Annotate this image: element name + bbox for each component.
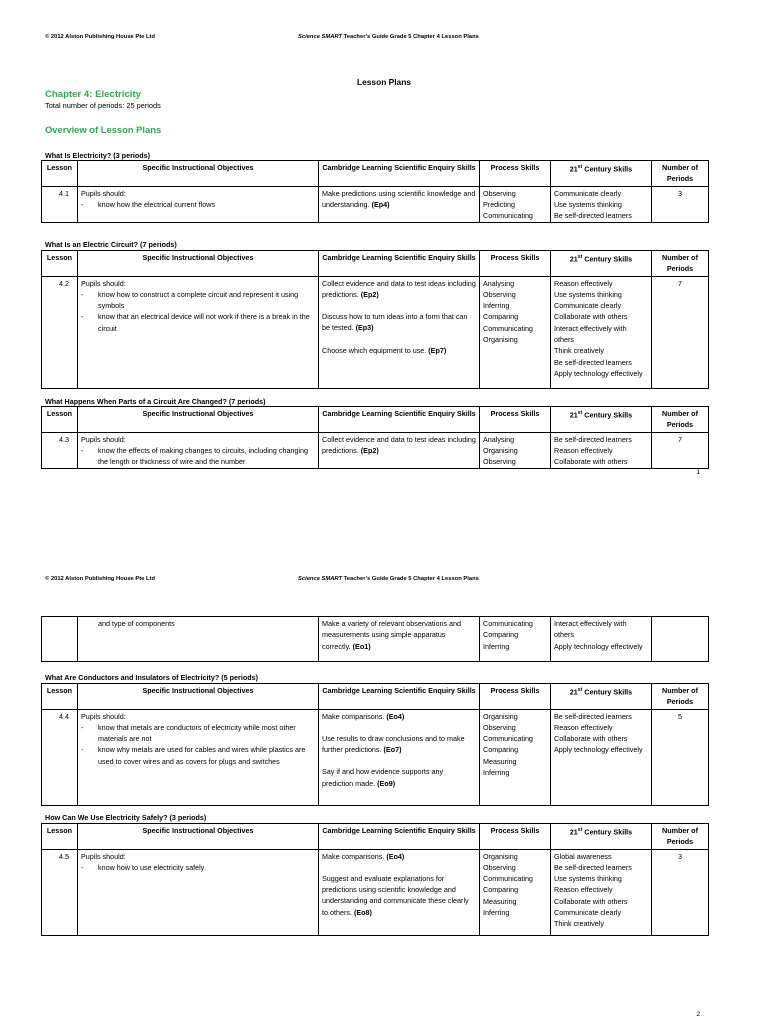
col-header-process: Process Skills bbox=[480, 684, 551, 710]
lesson-table bbox=[41, 406, 709, 469]
century-skill: Use systems thinking bbox=[554, 199, 622, 209]
objectives-lead: Pupils should: bbox=[81, 434, 126, 444]
objective-item: - know the effects of making changes to circuits, including changing the length or thickness of wire and the number bbox=[81, 445, 315, 468]
process-skill: Analysing bbox=[483, 278, 515, 288]
century-skill: Be self-directed learners bbox=[554, 434, 632, 444]
table-row bbox=[42, 849, 709, 935]
guide-header bbox=[298, 575, 479, 584]
col-header-cambridge: Cambridge Learning Scientific Enquiry Skills bbox=[319, 251, 480, 277]
century-skill: Global awareness bbox=[554, 851, 612, 861]
periods-count: 7 bbox=[652, 432, 709, 469]
objective-item: - know why metals are used for cables and wires while plastics are used to cover wires and as covers for plugs and switches bbox=[81, 744, 315, 767]
cambridge-item: Make comparisons. (Eo4) bbox=[322, 851, 405, 861]
century-skill: Think creatively bbox=[554, 919, 604, 929]
guide-header-rest: Teacher’s Guide Grade 5 Chapter 4 Lesson Plans bbox=[342, 34, 479, 40]
col-header-periods: Number of Periods bbox=[652, 161, 709, 187]
century-skill: Reason effectively bbox=[554, 885, 613, 895]
process-cell bbox=[480, 276, 551, 388]
cambridge-cell bbox=[319, 617, 480, 662]
objective-item: - know how to use electricity safely bbox=[81, 862, 315, 873]
century-cell bbox=[551, 617, 652, 662]
section-title: What Happens When Parts of a Circuit Are Changed? (7 periods) bbox=[45, 397, 266, 406]
process-cell bbox=[480, 709, 551, 805]
process-skill: Organising bbox=[483, 851, 518, 861]
century-skill: Collaborate with others bbox=[554, 896, 628, 906]
cambridge-item: Discuss how to turn ideas into a form that can be tested. (Ep3) bbox=[322, 312, 468, 333]
col-header-century: 21st Century Skills bbox=[551, 824, 652, 850]
lesson-number: 4.2 bbox=[42, 276, 78, 388]
doc-title: Lesson Plans bbox=[357, 77, 411, 87]
lesson-table-continued bbox=[41, 616, 709, 662]
objectives-cell bbox=[78, 709, 319, 805]
lesson-number: 4.4 bbox=[42, 709, 78, 805]
process-skill: Organising bbox=[483, 445, 518, 455]
objectives-lead: Pupils should: bbox=[81, 711, 126, 721]
cambridge-item: Make comparisons. (Eo4) bbox=[322, 711, 405, 721]
process-skill: Observing bbox=[483, 722, 516, 732]
objective-item: - know that an electrical device will not work if there is a break in the circuit bbox=[81, 311, 315, 334]
century-skill: Apply technology effectively bbox=[554, 641, 643, 651]
col-header-process: Process Skills bbox=[480, 251, 551, 277]
lesson-number bbox=[42, 617, 78, 662]
process-cell bbox=[480, 849, 551, 935]
process-skill: Observing bbox=[483, 188, 516, 198]
cambridge-item: Choose which equipment to use. (Ep7) bbox=[322, 345, 447, 355]
century-skill: Use systems thinking bbox=[554, 874, 622, 884]
document-page-2 bbox=[0, 512, 768, 1024]
century-skill: Interact effectively with others bbox=[554, 323, 627, 345]
table-header-row bbox=[42, 161, 709, 187]
cambridge-item: Collect evidence and data to test ideas including predictions. (Ep2) bbox=[322, 434, 476, 455]
process-cell bbox=[480, 432, 551, 469]
col-header-objectives: Specific Instructional Objectives bbox=[78, 161, 319, 187]
process-cell bbox=[480, 617, 551, 662]
cambridge-item: Make a variety of relevant observations and measurements using simple apparatus correctly. (Eo1) bbox=[322, 619, 462, 651]
century-skill: Collaborate with others bbox=[554, 312, 628, 322]
century-skill: Interact effectively with others bbox=[554, 619, 627, 640]
century-skill: Think creatively bbox=[554, 346, 604, 356]
process-skill: Comparing bbox=[483, 885, 519, 895]
century-skill: Collaborate with others bbox=[554, 734, 628, 744]
century-skill: Communicate clearly bbox=[554, 908, 622, 918]
objective-item: - know how the electrical current flows bbox=[81, 199, 315, 210]
col-header-objectives: Specific Instructional Objectives bbox=[78, 407, 319, 433]
process-skill: Inferring bbox=[483, 908, 510, 918]
periods-count: 5 bbox=[652, 709, 709, 805]
guide-header-rest: Teacher’s Guide Grade 5 Chapter 4 Lesson Plans bbox=[342, 576, 479, 582]
total-periods: Total number of periods: 25 periods bbox=[45, 101, 161, 110]
objective-item: - know how to construct a complete circuit and represent it using symbols bbox=[81, 289, 315, 312]
century-cell bbox=[551, 276, 652, 388]
col-header-periods: Number of Periods bbox=[652, 684, 709, 710]
overview-title: Overview of Lesson Plans bbox=[45, 124, 162, 135]
process-skill: Analysing bbox=[483, 434, 515, 444]
process-skill: Communicating bbox=[483, 211, 533, 221]
publisher-header: © 2012 Alston Publishing House Pte Ltd bbox=[45, 576, 156, 582]
process-skill: Observing bbox=[483, 457, 516, 467]
page-number: 1 bbox=[696, 469, 700, 476]
objectives-cell bbox=[78, 186, 319, 223]
col-header-cambridge: Cambridge Learning Scientific Enquiry Skills bbox=[319, 684, 480, 710]
century-skill: Be self-directed learners bbox=[554, 211, 632, 221]
col-header-objectives: Specific Instructional Objectives bbox=[78, 251, 319, 277]
periods-count: 7 bbox=[652, 276, 709, 388]
table-row bbox=[42, 709, 709, 805]
cambridge-cell bbox=[319, 276, 480, 388]
century-cell bbox=[551, 186, 652, 223]
process-skill: Observing bbox=[483, 862, 516, 872]
col-header-cambridge: Cambridge Learning Scientific Enquiry Skills bbox=[319, 161, 480, 187]
table-row bbox=[42, 186, 709, 223]
process-skill: Measuring bbox=[483, 896, 517, 906]
objectives-cell bbox=[78, 617, 319, 662]
col-header-century: 21st Century Skills bbox=[551, 251, 652, 277]
process-skill: Communicating bbox=[483, 323, 533, 333]
cambridge-item: Suggest and evaluate explanations for predictions using scientific knowledge and understanding and communicate these clearly to others. (Eo8) bbox=[322, 873, 469, 917]
lesson-number: 4.5 bbox=[42, 849, 78, 935]
periods-count: 3 bbox=[652, 849, 709, 935]
chapter-title: Chapter 4: Electricity bbox=[45, 89, 141, 100]
lesson-table bbox=[41, 823, 709, 936]
process-skill: Inferring bbox=[483, 641, 510, 651]
process-skill: Comparing bbox=[483, 630, 519, 640]
lesson-number: 4.1 bbox=[42, 186, 78, 223]
process-skill: Organising bbox=[483, 711, 518, 721]
century-cell bbox=[551, 849, 652, 935]
col-header-century: 21st Century Skills bbox=[551, 161, 652, 187]
table-header-row bbox=[42, 824, 709, 850]
process-skill: Communicating bbox=[483, 734, 533, 744]
col-header-periods: Number of Periods bbox=[652, 407, 709, 433]
century-skill: Communicate clearly bbox=[554, 301, 622, 311]
guide-header-italic: Science SMART bbox=[298, 34, 343, 40]
cambridge-item: Say if and how evidence supports any prediction made. (Eo9) bbox=[322, 767, 444, 788]
process-skill: Inferring bbox=[483, 768, 510, 778]
objectives-lead: Pupils should: bbox=[81, 188, 126, 198]
objectives-lead: Pupils should: bbox=[81, 278, 126, 288]
process-skill: Inferring bbox=[483, 301, 510, 311]
process-skill: Measuring bbox=[483, 756, 517, 766]
century-cell bbox=[551, 432, 652, 469]
col-header-periods: Number of Periods bbox=[652, 824, 709, 850]
col-header-lesson: Lesson bbox=[42, 161, 78, 187]
century-skill: Reason effectively bbox=[554, 278, 613, 288]
col-header-objectives: Specific Instructional Objectives bbox=[78, 824, 319, 850]
cambridge-cell bbox=[319, 709, 480, 805]
col-header-cambridge: Cambridge Learning Scientific Enquiry Skills bbox=[319, 407, 480, 433]
objectives-cell bbox=[78, 276, 319, 388]
table-row bbox=[42, 276, 709, 388]
col-header-objectives: Specific Instructional Objectives bbox=[78, 684, 319, 710]
process-skill: Communicating bbox=[483, 874, 533, 884]
guide-header bbox=[298, 33, 479, 42]
century-skill: Reason effectively bbox=[554, 722, 613, 732]
process-cell bbox=[480, 186, 551, 223]
col-header-lesson: Lesson bbox=[42, 824, 78, 850]
section-title: How Can We Use Electricity Safely? (3 periods) bbox=[45, 813, 207, 822]
century-skill: Apply technology effectively bbox=[554, 745, 643, 755]
table-row bbox=[42, 617, 709, 662]
section-title: What Is Electricity? (3 periods) bbox=[45, 151, 151, 160]
publisher-header: © 2012 Alston Publishing House Pte Ltd bbox=[45, 34, 156, 40]
century-skill: Communicate clearly bbox=[554, 188, 622, 198]
col-header-process: Process Skills bbox=[480, 824, 551, 850]
century-skill: Be self-directed learners bbox=[554, 711, 632, 721]
table-row bbox=[42, 432, 709, 469]
col-header-periods: Number of Periods bbox=[652, 251, 709, 277]
objective-item-continued: and type of components bbox=[98, 619, 175, 628]
century-skill: Collaborate with others bbox=[554, 457, 628, 467]
table-header-row bbox=[42, 251, 709, 277]
cambridge-cell bbox=[319, 432, 480, 469]
process-skill: Predicting bbox=[483, 199, 515, 209]
cambridge-cell bbox=[319, 186, 480, 223]
century-skill: Use systems thinking bbox=[554, 289, 622, 299]
guide-header-italic: Science SMART bbox=[298, 576, 343, 582]
col-header-century: 21st Century Skills bbox=[551, 407, 652, 433]
century-skill: Reason effectively bbox=[554, 445, 613, 455]
process-skill: Organising bbox=[483, 335, 518, 345]
col-header-process: Process Skills bbox=[480, 407, 551, 433]
cambridge-cell bbox=[319, 849, 480, 935]
objectives-lead: Pupils should: bbox=[81, 851, 126, 861]
objectives-cell bbox=[78, 432, 319, 469]
periods-count bbox=[652, 617, 709, 662]
col-header-cambridge: Cambridge Learning Scientific Enquiry Skills bbox=[319, 824, 480, 850]
col-header-lesson: Lesson bbox=[42, 684, 78, 710]
lesson-table bbox=[41, 160, 709, 223]
table-header-row bbox=[42, 407, 709, 433]
century-skill: Apply technology effectively bbox=[554, 368, 643, 378]
periods-count: 3 bbox=[652, 186, 709, 223]
table-header-row bbox=[42, 684, 709, 710]
process-skill: Observing bbox=[483, 289, 516, 299]
col-header-process: Process Skills bbox=[480, 161, 551, 187]
process-skill: Comparing bbox=[483, 312, 519, 322]
century-skill: Be self-directed learners bbox=[554, 862, 632, 872]
lesson-number: 4.3 bbox=[42, 432, 78, 469]
section-title: What Are Conductors and Insulators of Electricity? (5 periods) bbox=[45, 673, 258, 682]
lesson-table bbox=[41, 250, 709, 389]
cambridge-item: Make predictions using scientific knowledge and understanding. (Ep4) bbox=[322, 188, 476, 209]
process-skill: Comparing bbox=[483, 745, 519, 755]
process-skill: Communicating bbox=[483, 619, 533, 628]
col-header-century: 21st Century Skills bbox=[551, 684, 652, 710]
objective-item: - know that metals are conductors of electricity while most other materials are not bbox=[81, 722, 315, 745]
objectives-cell bbox=[78, 849, 319, 935]
page-number: 2 bbox=[696, 1011, 700, 1018]
col-header-lesson: Lesson bbox=[42, 251, 78, 277]
section-title: What Is an Electric Circuit? (7 periods) bbox=[45, 240, 177, 249]
century-cell bbox=[551, 709, 652, 805]
century-skill: Be self-directed learners bbox=[554, 357, 632, 367]
col-header-lesson: Lesson bbox=[42, 407, 78, 433]
lesson-table bbox=[41, 683, 709, 806]
cambridge-item: Collect evidence and data to test ideas including predictions. (Ep2) bbox=[322, 278, 476, 299]
cambridge-item: Use results to draw conclusions and to make further predictions. (Eo7) bbox=[322, 733, 465, 755]
